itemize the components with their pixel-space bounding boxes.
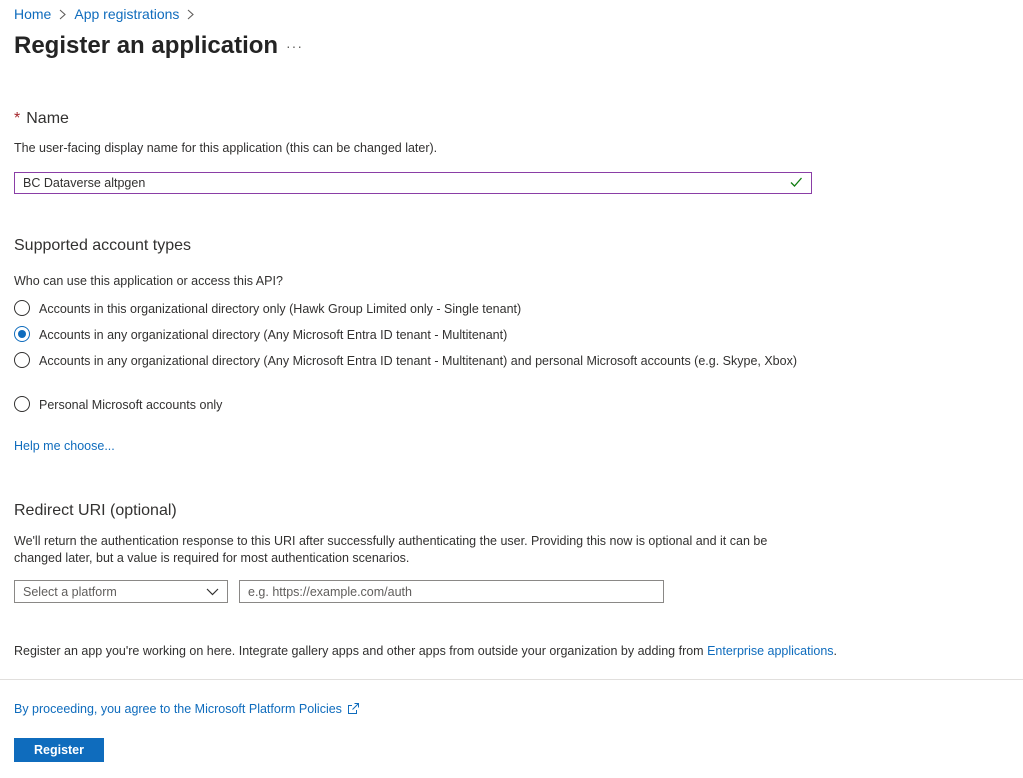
account-option-single-tenant[interactable] (14, 300, 809, 318)
breadcrumb-app-registrations[interactable]: App registrations (74, 6, 180, 22)
register-button[interactable]: Register (14, 738, 104, 762)
required-mark: * (14, 110, 21, 127)
chevron-right-icon (59, 9, 66, 20)
radio-label: Personal Microsoft accounts only (39, 398, 223, 412)
name-label: Name (26, 110, 69, 127)
checkmark-icon (789, 175, 803, 192)
external-link-icon (347, 702, 360, 715)
platform-policies-link[interactable] (14, 702, 360, 716)
footer-note (14, 644, 837, 658)
divider (0, 679, 1023, 680)
redirect-uri-title: Redirect URI (optional) (14, 502, 177, 519)
radio-button-selected[interactable] (14, 326, 30, 342)
name-input[interactable] (14, 172, 812, 194)
name-description: The user-facing display name for this application (this can be changed later). (14, 141, 438, 155)
breadcrumb-home[interactable]: Home (14, 6, 52, 22)
breadcrumb (14, 6, 202, 22)
page-title: Register an application (14, 32, 279, 59)
radio-button[interactable] (14, 352, 30, 368)
chevron-down-icon (206, 585, 219, 599)
radio-button[interactable] (14, 396, 30, 412)
platform-policies-label: By proceeding, you agree to the Microsoft Platform Policies (14, 702, 342, 716)
account-option-personal-only[interactable] (14, 396, 809, 414)
platform-select-value: Select a platform (23, 584, 117, 599)
enterprise-applications-link[interactable]: Enterprise applications (707, 644, 834, 658)
account-option-multitenant-personal[interactable] (14, 352, 809, 370)
more-options-button[interactable]: ··· (286, 38, 303, 54)
platform-select[interactable] (14, 580, 228, 603)
redirect-uri-input[interactable] (239, 580, 664, 603)
radio-button[interactable] (14, 300, 30, 316)
chevron-right-icon (187, 9, 194, 20)
radio-label: Accounts in any organizational directory (Any Microsoft Entra ID tenant - Multitenant) (39, 328, 508, 342)
footer-note-end: . (833, 644, 838, 658)
radio-label: Accounts in any organizational directory (Any Microsoft Entra ID tenant - Multitenant) and personal Microsoft accounts (e.g. Skype, Xbox) (39, 354, 797, 368)
redirect-uri-description: We'll return the authentication response to this URI after successfully authenticating the user. Providing this now is optional and it can be changed later, but a value is required for most authentication scenarios. (14, 534, 768, 565)
name-input-value: BC Dataverse altpgen (23, 176, 146, 190)
help-me-choose-link[interactable]: Help me choose... (14, 439, 115, 453)
radio-label: Accounts in this organizational directory only (Hawk Group Limited only - Single tenant) (39, 302, 522, 316)
account-types-question: Who can use this application or access this API? (14, 274, 283, 288)
account-option-multitenant[interactable] (14, 326, 809, 344)
footer-note-text: Register an app you're working on here. Integrate gallery apps and other apps from outside your organization by adding from (14, 644, 708, 658)
account-types-title: Supported account types (14, 237, 192, 254)
name-section-title (14, 110, 69, 128)
